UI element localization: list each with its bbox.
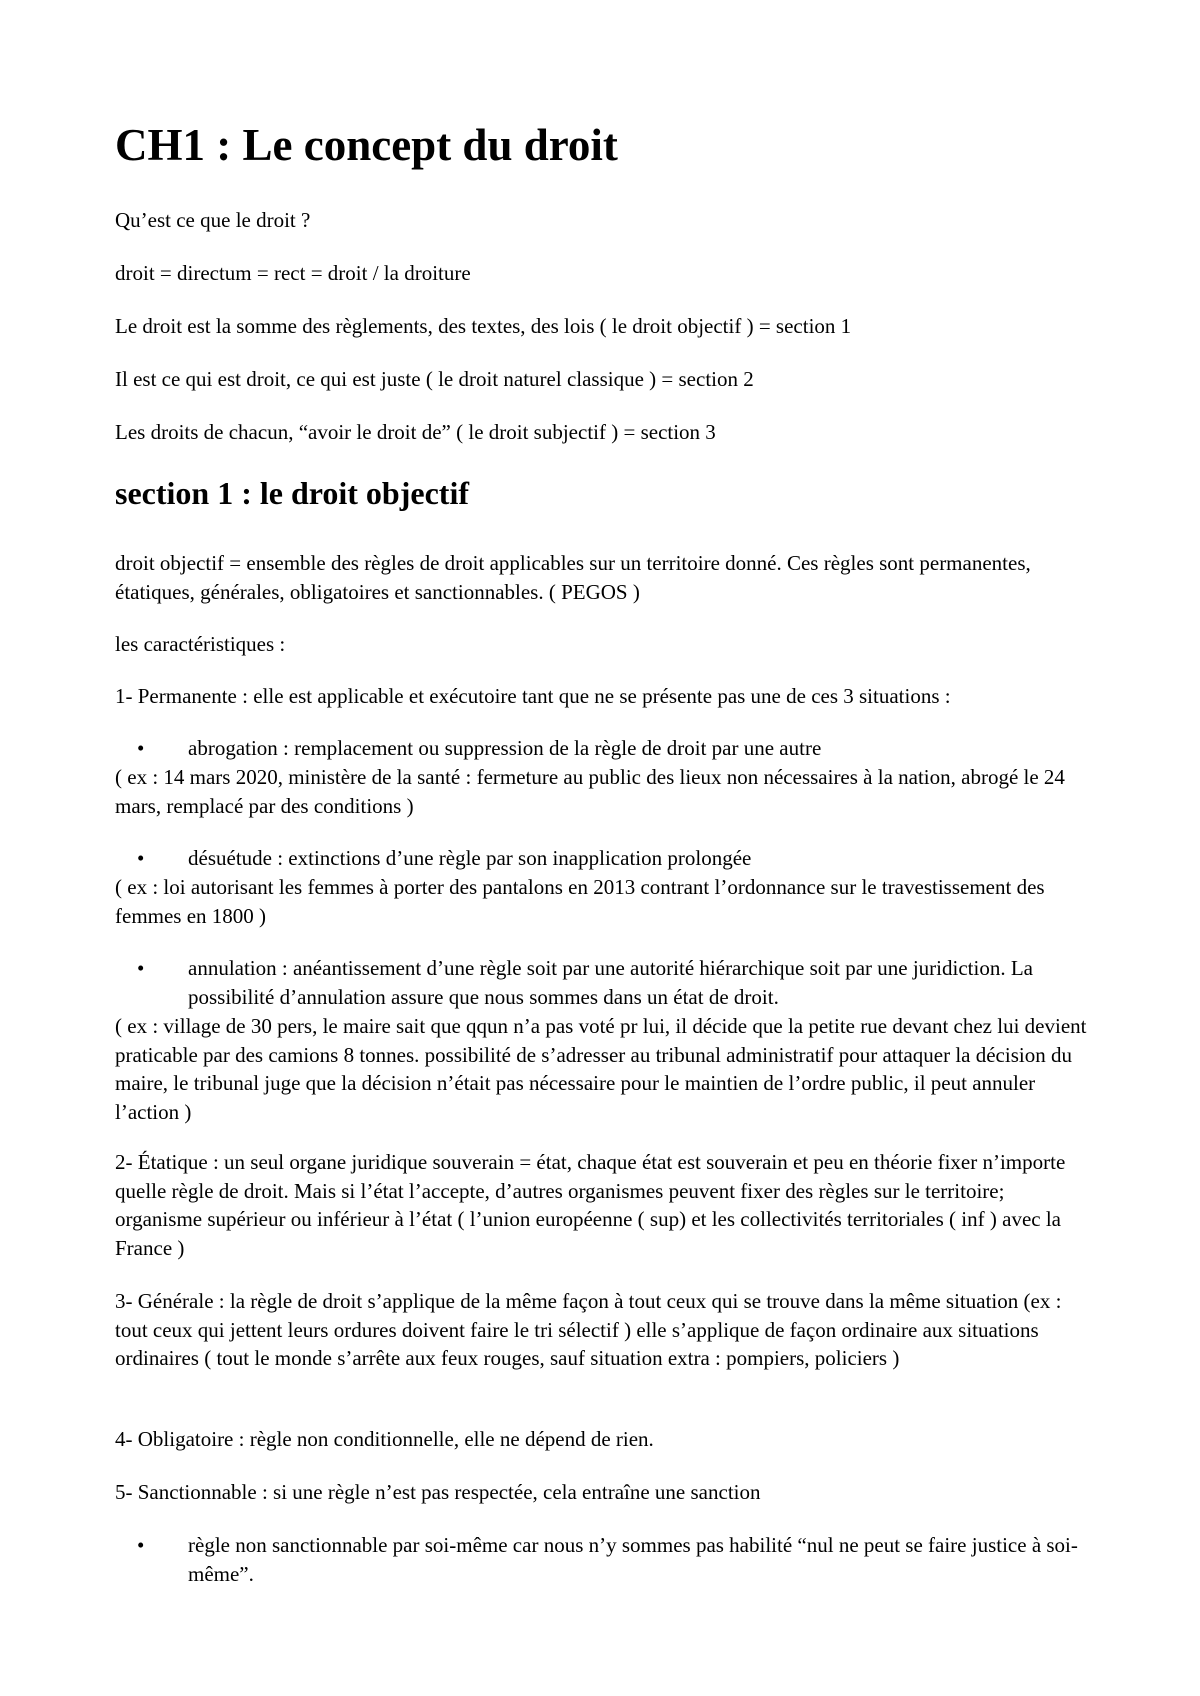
bullet-sanction: règle non sanctionnable par soi-même car nous n’y sommes pas habilité “nul ne peut se faire justice à soi-même”. [188, 1533, 1078, 1586]
bullet-icon: • [137, 736, 145, 760]
intro-sense-3: Les droits de chacun, “avoir le droit de” ( le droit subjectif ) = section 3 [115, 420, 716, 444]
characteristic-permanente: 1- Permanente : elle est applicable et exécutoire tant que ne se présente pas une de ces 3 situations : [115, 684, 951, 708]
intro-question: Qu’est ce que le droit ? [115, 208, 311, 232]
characteristic-generale: 3- Générale : la règle de droit s’applique de la même façon à tout ceux qui se trouve dans la même situation (ex : tout ceux qui jettent leurs ordures doivent faire le tri sélectif ) elle s’applique de façon ordinaire aux situations ordinaires ( tout le monde s’arrête aux feux rouges, sauf situation extra : pompiers, policiers ) [115, 1289, 1062, 1370]
intro-sense-1: Le droit est la somme des règlements, des textes, des lois ( le droit objectif ) = section 1 [115, 314, 852, 338]
intro-etymology: droit = directum = rect = droit / la droiture [115, 261, 471, 285]
bullet-icon: • [137, 956, 145, 980]
desuetude-example: ( ex : loi autorisant les femmes à porter des pantalons en 2013 contrant l’ordonnance sur le travestissement des femmes en 1800 ) [115, 875, 1045, 928]
section-1-heading: section 1 : le droit objectif [115, 475, 469, 511]
section-1-definition: droit objectif = ensemble des règles de droit applicables sur un territoire donné. Ces règles sont permanentes, étatiques, générales, obligatoires et sanctionnables. ( PEGOS ) [115, 551, 1031, 604]
characteristic-etatique: 2- Étatique : un seul organe juridique souverain = état, chaque état est souverain et peu en théorie fixer n’importe quelle règle de droit. Mais si l’état l’accepte, d’autres organismes peuvent fixer des règles sur le territoire; organisme supérieur ou inférieur à l’état ( l’union européenne ( sup) et les collectivités territoriales ( inf ) avec la France ) [115, 1150, 1066, 1260]
bullet-abrogation: abrogation : remplacement ou suppression de la règle de droit par une autre [188, 736, 822, 760]
annulation-example: ( ex : village de 30 pers, le maire sait que qqun n’a pas voté pr lui, il décide que la petite rue devant chez lui devient praticable par des camions 8 tonnes. possibilité de s’adresser au tribunal administratif pour attaquer la décision du maire, le tribunal juge que la décision n’était pas nécessaire pour le maintien de l’ordre public, il peut annuler l’action ) [115, 1014, 1087, 1124]
characteristics-label: les caractéristiques : [115, 632, 286, 656]
intro-sense-2: Il est ce qui est droit, ce qui est juste ( le droit naturel classique ) = section 2 [115, 367, 754, 391]
chapter-title: CH1 : Le concept du droit [115, 120, 618, 170]
abrogation-example: ( ex : 14 mars 2020, ministère de la santé : fermeture au public des lieux non nécessaires à la nation, abrogé le 24 mars, remplacé par des conditions ) [115, 765, 1065, 818]
bullet-desuetude: désuétude : extinctions d’une règle par son inapplication prolongée [188, 846, 752, 870]
bullet-icon: • [137, 1533, 145, 1557]
bullet-annulation: annulation : anéantissement d’une règle soit par une autorité hiérarchique soit par une juridiction. La possibilité d’annulation assure que nous sommes dans un état de droit. [188, 956, 1033, 1009]
bullet-icon: • [137, 846, 145, 870]
characteristic-sanctionnable: 5- Sanctionnable : si une règle n’est pas respectée, cela entraîne une sanction [115, 1480, 761, 1504]
characteristic-obligatoire: 4- Obligatoire : règle non conditionnelle, elle ne dépend de rien. [115, 1427, 654, 1451]
